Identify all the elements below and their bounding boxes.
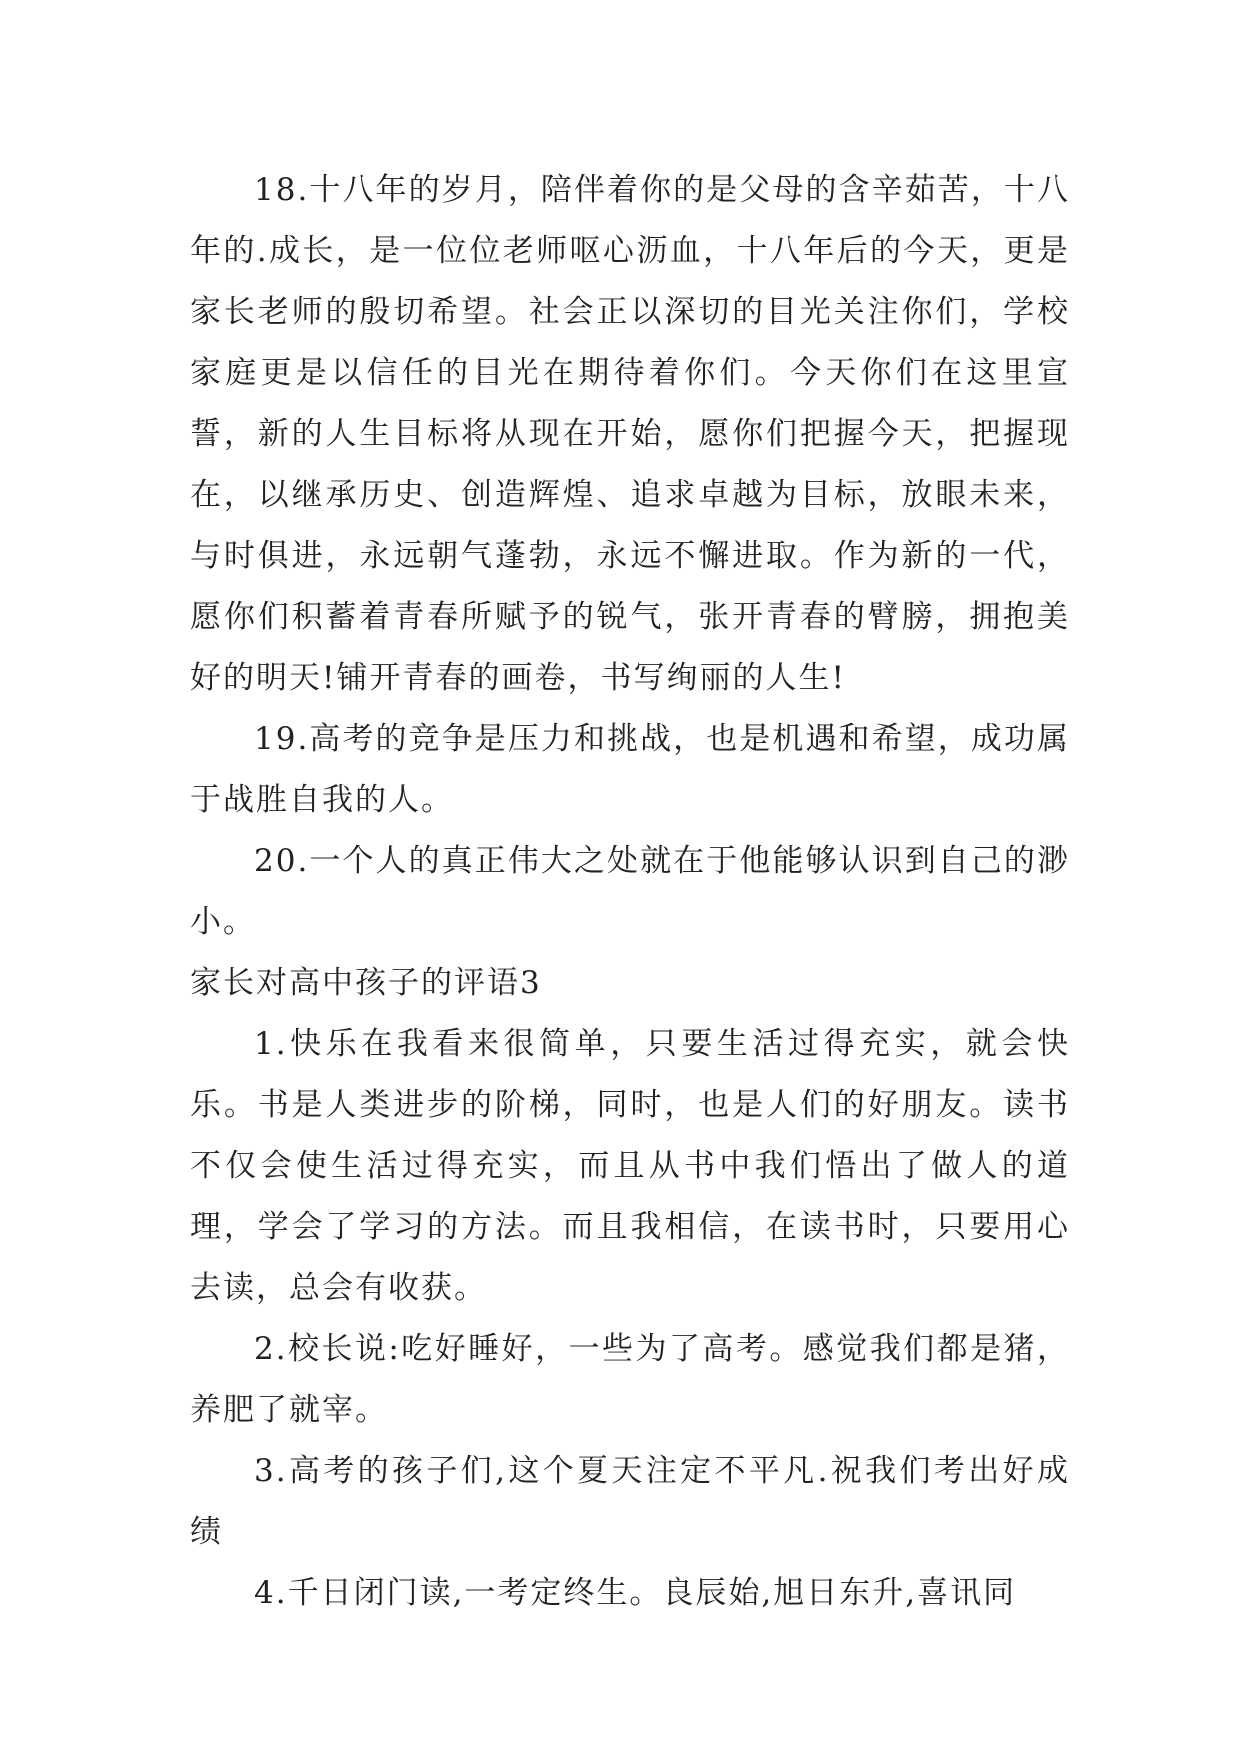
paragraph-3: 3.高考的孩子们,这个夏天注定不平凡.祝我们考出好成绩 [190, 1453, 1070, 1550]
paragraph-20: 20.一个人的真正伟大之处就在于他能够认识到自己的渺小。 [190, 843, 1070, 940]
paragraph-19: 19.高考的竞争是压力和挑战，也是机遇和希望，成功属于战胜自我的人。 [190, 721, 1070, 818]
paragraph-4: 4.千日闭门读,一考定终生。良辰始,旭日东升,喜讯同 [254, 1575, 1017, 1611]
document-body [190, 160, 1070, 1624]
paragraph-2: 2.校长说:吃好睡好，一些为了高考。感觉我们都是猪，养肥了就宰。 [190, 1331, 1070, 1428]
section-heading: 家长对高中孩子的评语3 [190, 965, 542, 1001]
paragraph-1: 1.快乐在我看来很简单，只要生活过得充实，就会快乐。书是人类进步的阶梯，同时，也是人们的好朋友。读书不仅会使生活过得充实，而且从书中我们悟出了做人的道理，学会了学习的方法。而且我相信，在读书时，只要用心去读，总会有收获。 [190, 1026, 1070, 1306]
paragraph-18: 18.十八年的岁月，陪伴着你的是父母的含辛茹苦，十八年的.成长，是一位位老师呕心沥血，十八年后的今天，更是家长老师的殷切希望。社会正以深切的目光关注你们，学校家庭更是以信任的目光在期待着你们。今天你们在这里宣誓，新的人生目标将从现在开始，愿你们把握今天，把握现在，以继承历史、创造辉煌、追求卓越为目标，放眼未来，与时俱进，永远朝气蓬勃，永远不懈进取。作为新的一代，愿你们积蓄着青春所赋予的锐气，张开青春的臂膀，拥抱美好的明天!铺开青春的画卷，书写绚丽的人生! [190, 172, 1070, 696]
